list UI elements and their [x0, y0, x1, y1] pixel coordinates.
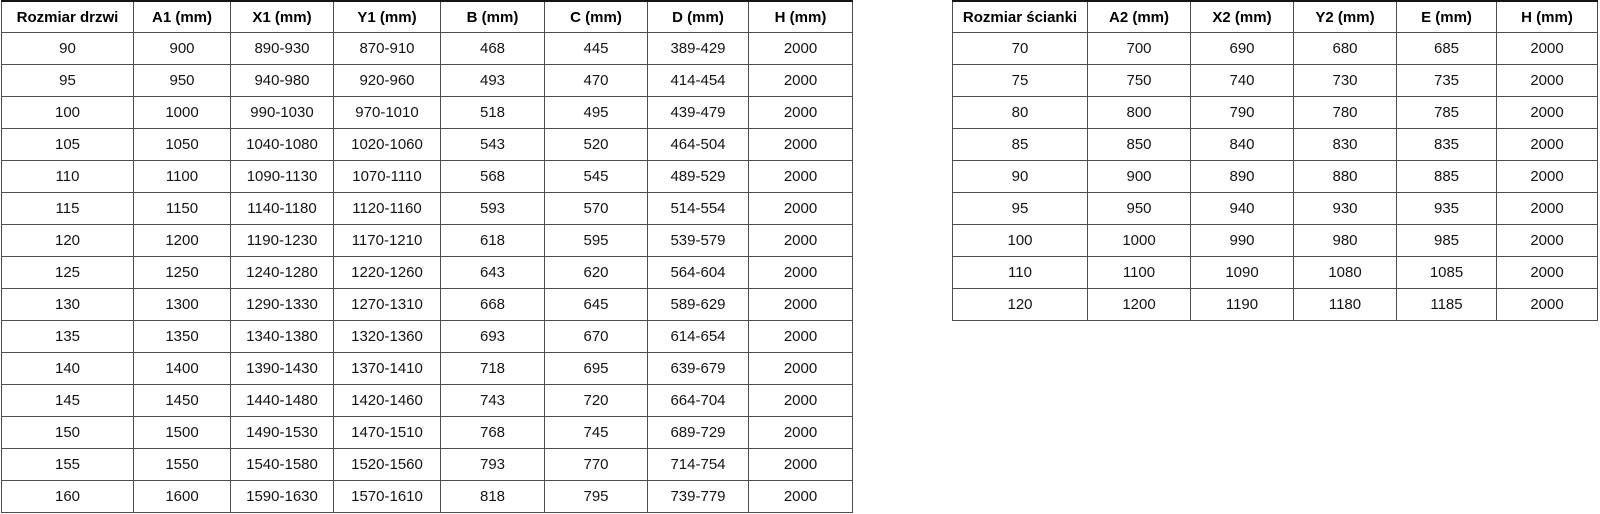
table-cell: 670 [545, 321, 648, 353]
table-cell: 664-704 [648, 385, 749, 417]
table-cell: 2000 [749, 193, 853, 225]
table-cell: 850 [1088, 129, 1191, 161]
table-cell: 1500 [134, 417, 231, 449]
table-cell: 593 [441, 193, 545, 225]
table-cell: 539-579 [648, 225, 749, 257]
table-cell: 1300 [134, 289, 231, 321]
table-cell: 1270-1310 [334, 289, 441, 321]
table-cell: 1085 [1397, 257, 1497, 289]
table-cell: 2000 [1497, 161, 1598, 193]
table-cell: 95 [2, 65, 134, 97]
table-cell: 1050 [134, 129, 231, 161]
table-cell: 750 [1088, 65, 1191, 97]
table-cell: 870-910 [334, 33, 441, 65]
table-cell: 1070-1110 [334, 161, 441, 193]
table-cell: 885 [1397, 161, 1497, 193]
table-cell: 1170-1210 [334, 225, 441, 257]
table-cell: 468 [441, 33, 545, 65]
column-header: Rozmiar drzwi [2, 1, 134, 33]
column-header: X1 (mm) [231, 1, 334, 33]
table-cell: 890 [1191, 161, 1294, 193]
table-cell: 1320-1360 [334, 321, 441, 353]
table-cell: 1090 [1191, 257, 1294, 289]
table-row [2, 33, 853, 65]
column-header: X2 (mm) [1191, 1, 1294, 33]
table-cell: 740 [1191, 65, 1294, 97]
table-cell: 900 [134, 33, 231, 65]
table-row [953, 161, 1598, 193]
table-cell: 790 [1191, 97, 1294, 129]
table-cell: 520 [545, 129, 648, 161]
table-cell: 568 [441, 161, 545, 193]
table-cell: 1150 [134, 193, 231, 225]
table-cell: 1200 [1088, 289, 1191, 321]
table-cell: 2000 [749, 225, 853, 257]
table-cell: 1190 [1191, 289, 1294, 321]
table-cell: 389-429 [648, 33, 749, 65]
table-cell: 2000 [749, 97, 853, 129]
table-cell: 935 [1397, 193, 1497, 225]
table-cell: 105 [2, 129, 134, 161]
table-cell: 595 [545, 225, 648, 257]
table-row [2, 417, 853, 449]
table-cell: 1120-1160 [334, 193, 441, 225]
table-cell: 785 [1397, 97, 1497, 129]
table-cell: 618 [441, 225, 545, 257]
table-cell: 80 [953, 97, 1088, 129]
table-cell: 90 [953, 161, 1088, 193]
table-cell: 780 [1294, 97, 1397, 129]
table-cell: 614-654 [648, 321, 749, 353]
table-cell: 1370-1410 [334, 353, 441, 385]
table-cell: 2000 [1497, 129, 1598, 161]
door-size-table [1, 0, 853, 513]
table-cell: 795 [545, 481, 648, 513]
table-cell: 1080 [1294, 257, 1397, 289]
column-header: Y1 (mm) [334, 1, 441, 33]
column-header: H (mm) [749, 1, 853, 33]
table-cell: 2000 [749, 417, 853, 449]
table-row [953, 33, 1598, 65]
table-cell: 589-629 [648, 289, 749, 321]
table-cell: 720 [545, 385, 648, 417]
table-cell: 768 [441, 417, 545, 449]
wall-size-table [952, 0, 1598, 321]
table-row [953, 129, 1598, 161]
table-row [2, 385, 853, 417]
table-cell: 990-1030 [231, 97, 334, 129]
table-cell: 564-604 [648, 257, 749, 289]
table-cell: 2000 [749, 33, 853, 65]
table-cell: 1190-1230 [231, 225, 334, 257]
table-cell: 1540-1580 [231, 449, 334, 481]
table-row [2, 321, 853, 353]
table-cell: 2000 [749, 449, 853, 481]
table-cell: 1570-1610 [334, 481, 441, 513]
table-row [2, 65, 853, 97]
table-cell: 1350 [134, 321, 231, 353]
table-row [2, 97, 853, 129]
table-cell: 639-679 [648, 353, 749, 385]
table-cell: 2000 [749, 65, 853, 97]
table-cell: 830 [1294, 129, 1397, 161]
table-cell: 514-554 [648, 193, 749, 225]
table-cell: 2000 [1497, 65, 1598, 97]
table-cell: 2000 [749, 353, 853, 385]
table-row [953, 289, 1598, 321]
table-cell: 685 [1397, 33, 1497, 65]
column-header: Y2 (mm) [1294, 1, 1397, 33]
table-cell: 150 [2, 417, 134, 449]
table-cell: 2000 [1497, 289, 1598, 321]
table-cell: 680 [1294, 33, 1397, 65]
table-cell: 770 [545, 449, 648, 481]
column-header: A1 (mm) [134, 1, 231, 33]
table-cell: 800 [1088, 97, 1191, 129]
table-cell: 570 [545, 193, 648, 225]
table-cell: 1000 [134, 97, 231, 129]
table-cell: 690 [1191, 33, 1294, 65]
table-cell: 489-529 [648, 161, 749, 193]
table-cell: 1185 [1397, 289, 1497, 321]
column-header: E (mm) [1397, 1, 1497, 33]
table-cell: 920-960 [334, 65, 441, 97]
table-cell: 735 [1397, 65, 1497, 97]
table-cell: 2000 [1497, 193, 1598, 225]
table-cell: 1400 [134, 353, 231, 385]
table-cell: 1040-1080 [231, 129, 334, 161]
table-cell: 2000 [749, 129, 853, 161]
table-cell: 693 [441, 321, 545, 353]
table-cell: 668 [441, 289, 545, 321]
table-cell: 1440-1480 [231, 385, 334, 417]
table-cell: 110 [2, 161, 134, 193]
table-cell: 950 [134, 65, 231, 97]
table-cell: 1180 [1294, 289, 1397, 321]
table-cell: 880 [1294, 161, 1397, 193]
table-cell: 835 [1397, 129, 1497, 161]
table-cell: 700 [1088, 33, 1191, 65]
column-header: D (mm) [648, 1, 749, 33]
table-cell: 940 [1191, 193, 1294, 225]
table-cell: 1200 [134, 225, 231, 257]
table-cell: 85 [953, 129, 1088, 161]
table-row [953, 257, 1598, 289]
header-row [2, 1, 853, 33]
table-cell: 145 [2, 385, 134, 417]
table-cell: 2000 [749, 257, 853, 289]
table-cell: 120 [953, 289, 1088, 321]
table-cell: 160 [2, 481, 134, 513]
table-cell: 643 [441, 257, 545, 289]
table-cell: 818 [441, 481, 545, 513]
table-row [2, 449, 853, 481]
table-cell: 100 [953, 225, 1088, 257]
table-cell: 1220-1260 [334, 257, 441, 289]
table-row [953, 225, 1598, 257]
table-cell: 464-504 [648, 129, 749, 161]
table-cell: 1390-1430 [231, 353, 334, 385]
table-cell: 985 [1397, 225, 1497, 257]
table-row [953, 193, 1598, 225]
table-cell: 1590-1630 [231, 481, 334, 513]
table-cell: 2000 [749, 321, 853, 353]
table-row [2, 161, 853, 193]
table-cell: 95 [953, 193, 1088, 225]
table-cell: 135 [2, 321, 134, 353]
table-cell: 495 [545, 97, 648, 129]
column-header: B (mm) [441, 1, 545, 33]
table-row [2, 129, 853, 161]
table-cell: 745 [545, 417, 648, 449]
table-cell: 1520-1560 [334, 449, 441, 481]
column-header: A2 (mm) [1088, 1, 1191, 33]
table-cell: 1550 [134, 449, 231, 481]
table-cell: 970-1010 [334, 97, 441, 129]
table-row [2, 193, 853, 225]
table-cell: 110 [953, 257, 1088, 289]
table-cell: 1420-1460 [334, 385, 441, 417]
table-cell: 620 [545, 257, 648, 289]
column-header: C (mm) [545, 1, 648, 33]
table-cell: 1470-1510 [334, 417, 441, 449]
table-cell: 950 [1088, 193, 1191, 225]
table-cell: 125 [2, 257, 134, 289]
table-row [953, 65, 1598, 97]
table-cell: 990 [1191, 225, 1294, 257]
table-cell: 445 [545, 33, 648, 65]
table-cell: 739-779 [648, 481, 749, 513]
table-cell: 1000 [1088, 225, 1191, 257]
table-cell: 2000 [749, 385, 853, 417]
table-cell: 1290-1330 [231, 289, 334, 321]
table-cell: 714-754 [648, 449, 749, 481]
table-cell: 900 [1088, 161, 1191, 193]
table-cell: 70 [953, 33, 1088, 65]
table-cell: 470 [545, 65, 648, 97]
table-cell: 75 [953, 65, 1088, 97]
table-cell: 2000 [1497, 33, 1598, 65]
table-cell: 980 [1294, 225, 1397, 257]
column-header: Rozmiar ścianki [953, 1, 1088, 33]
table-cell: 689-729 [648, 417, 749, 449]
table-cell: 543 [441, 129, 545, 161]
table-cell: 840 [1191, 129, 1294, 161]
table-row [2, 353, 853, 385]
table-cell: 518 [441, 97, 545, 129]
table-cell: 414-454 [648, 65, 749, 97]
table-cell: 493 [441, 65, 545, 97]
table-cell: 545 [545, 161, 648, 193]
table-cell: 2000 [749, 481, 853, 513]
table-cell: 115 [2, 193, 134, 225]
table-cell: 1100 [1088, 257, 1191, 289]
table-cell: 140 [2, 353, 134, 385]
table-cell: 100 [2, 97, 134, 129]
table-cell: 718 [441, 353, 545, 385]
table-cell: 1250 [134, 257, 231, 289]
table-cell: 120 [2, 225, 134, 257]
table-row [2, 289, 853, 321]
table-cell: 155 [2, 449, 134, 481]
table-cell: 1490-1530 [231, 417, 334, 449]
table-cell: 2000 [1497, 97, 1598, 129]
table-cell: 1100 [134, 161, 231, 193]
column-header: H (mm) [1497, 1, 1598, 33]
table-cell: 2000 [749, 161, 853, 193]
table-cell: 743 [441, 385, 545, 417]
table-cell: 2000 [749, 289, 853, 321]
table-cell: 930 [1294, 193, 1397, 225]
table-row [2, 225, 853, 257]
table-cell: 1340-1380 [231, 321, 334, 353]
table-cell: 940-980 [231, 65, 334, 97]
table-cell: 1140-1180 [231, 193, 334, 225]
table-cell: 1240-1280 [231, 257, 334, 289]
table-cell: 695 [545, 353, 648, 385]
table-cell: 90 [2, 33, 134, 65]
table-cell: 793 [441, 449, 545, 481]
table-row [2, 257, 853, 289]
table-cell: 439-479 [648, 97, 749, 129]
table-cell: 130 [2, 289, 134, 321]
table-row [2, 481, 853, 513]
table-cell: 1450 [134, 385, 231, 417]
table-row [953, 97, 1598, 129]
table-cell: 730 [1294, 65, 1397, 97]
header-row [953, 1, 1598, 33]
table-cell: 2000 [1497, 225, 1598, 257]
table-cell: 1020-1060 [334, 129, 441, 161]
table-cell: 1090-1130 [231, 161, 334, 193]
table-cell: 1600 [134, 481, 231, 513]
table-cell: 2000 [1497, 257, 1598, 289]
table-cell: 645 [545, 289, 648, 321]
table-cell: 890-930 [231, 33, 334, 65]
